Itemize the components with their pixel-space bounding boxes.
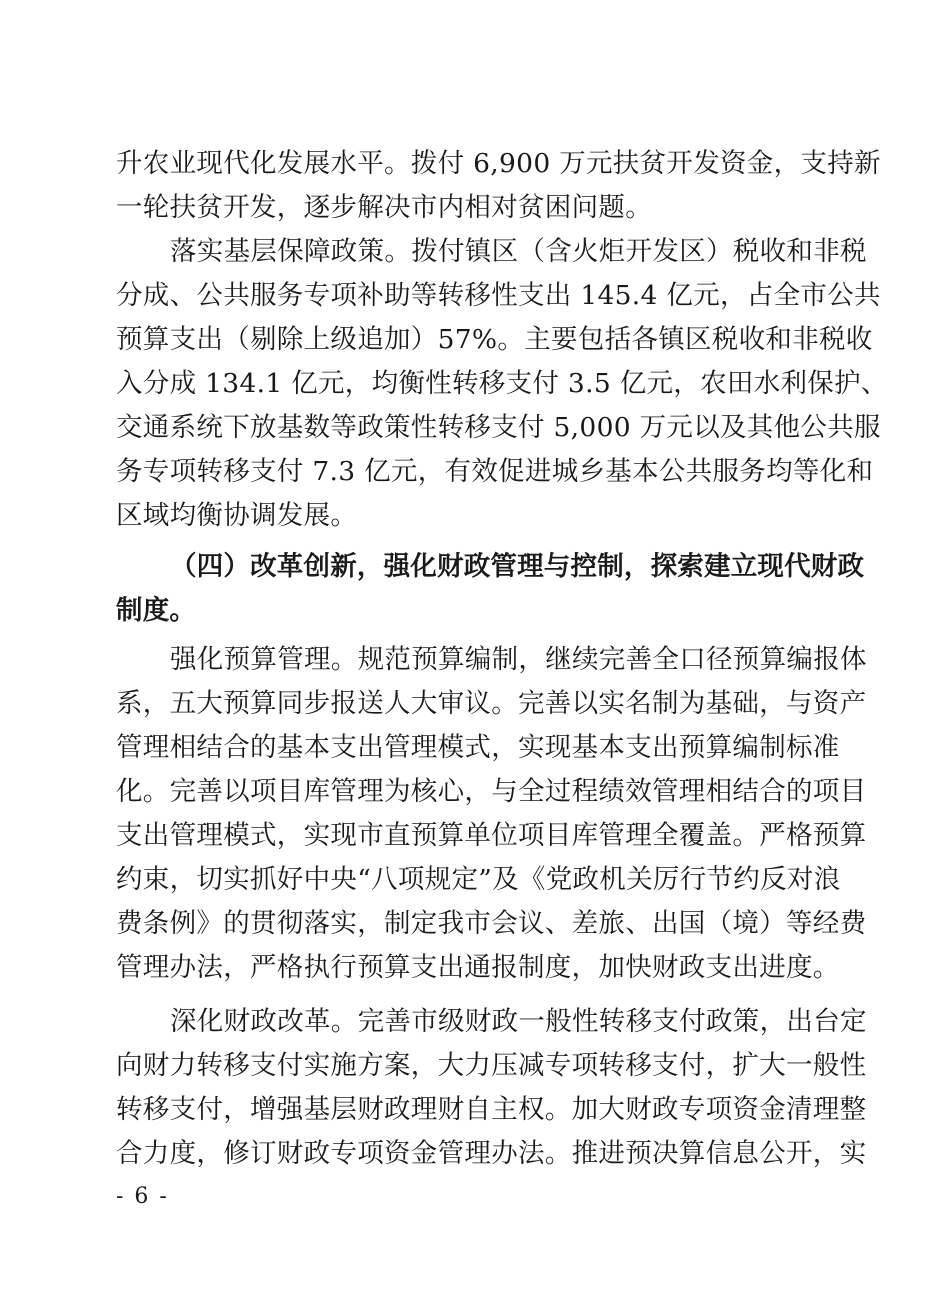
body-line: 预算支出（剔除上级追加）57%。主要包括各镇区税收和非税收	[116, 324, 873, 355]
paragraph-start-line: 落实基层保障政策。拨付镇区（含火炬开发区）税收和非税	[170, 236, 867, 267]
body-line: 区域均衡协调发展。	[116, 500, 358, 531]
body-line: 转移支付，增强基层财政理财自主权。加大财政专项资金清理整	[116, 1094, 867, 1125]
body-line: 入分成 134.1 亿元，均衡性转移支付 3.5 亿元，农田水利保护、	[116, 368, 888, 399]
paragraph-start-line: 深化财政改革。完善市级财政一般性转移支付政策，出台定	[170, 1006, 867, 1037]
section-heading-continued: 制度。	[116, 595, 197, 626]
body-line: 化。完善以项目库管理为核心，与全过程绩效管理相结合的项目	[116, 776, 867, 807]
body-line: 升农业现代化发展水平。拨付 6,900 万元扶贫开发资金，支持新	[116, 148, 881, 179]
body-line: 管理相结合的基本支出管理模式，实现基本支出预算编制标准	[116, 732, 840, 763]
body-line: 支出管理模式，实现市直预算单位项目库管理全覆盖。严格预算	[116, 820, 867, 851]
body-line: 分成、公共服务专项补助等转移性支出 145.4 亿元，占全市公共	[116, 280, 881, 311]
body-line: 一轮扶贫开发，逐步解决市内相对贫困问题。	[116, 192, 652, 223]
body-line: 系，五大预算同步报送人大审议。完善以实名制为基础，与资产	[116, 688, 867, 719]
body-line: 费条例》的贯彻落实，制定我市会议、差旅、出国（境）等经费	[116, 908, 867, 939]
body-line: 管理办法，严格执行预算支出通报制度，加快财政支出进度。	[116, 952, 840, 983]
page-number: - 6 -	[116, 1184, 169, 1209]
body-line: 务专项转移支付 7.3 亿元，有效促进城乡基本公共服务均等化和	[116, 456, 874, 487]
body-line: 约束，切实抓好中央“八项规定”及《党政机关厉行节约反对浪	[116, 864, 841, 895]
body-line: 合力度，修订财政专项资金管理办法。推进预决算信息公开，实	[116, 1138, 867, 1169]
section-heading: （四）改革创新，强化财政管理与控制，探索建立现代财政	[170, 551, 865, 582]
body-line: 交通系统下放基数等政策性转移支付 5,000 万元以及其他公共服	[116, 412, 881, 443]
paragraph-start-line: 强化预算管理。规范预算编制，继续完善全口径预算编报体	[170, 644, 867, 675]
body-line: 向财力转移支付实施方案，大力压减专项转移支付，扩大一般性	[116, 1050, 867, 1081]
